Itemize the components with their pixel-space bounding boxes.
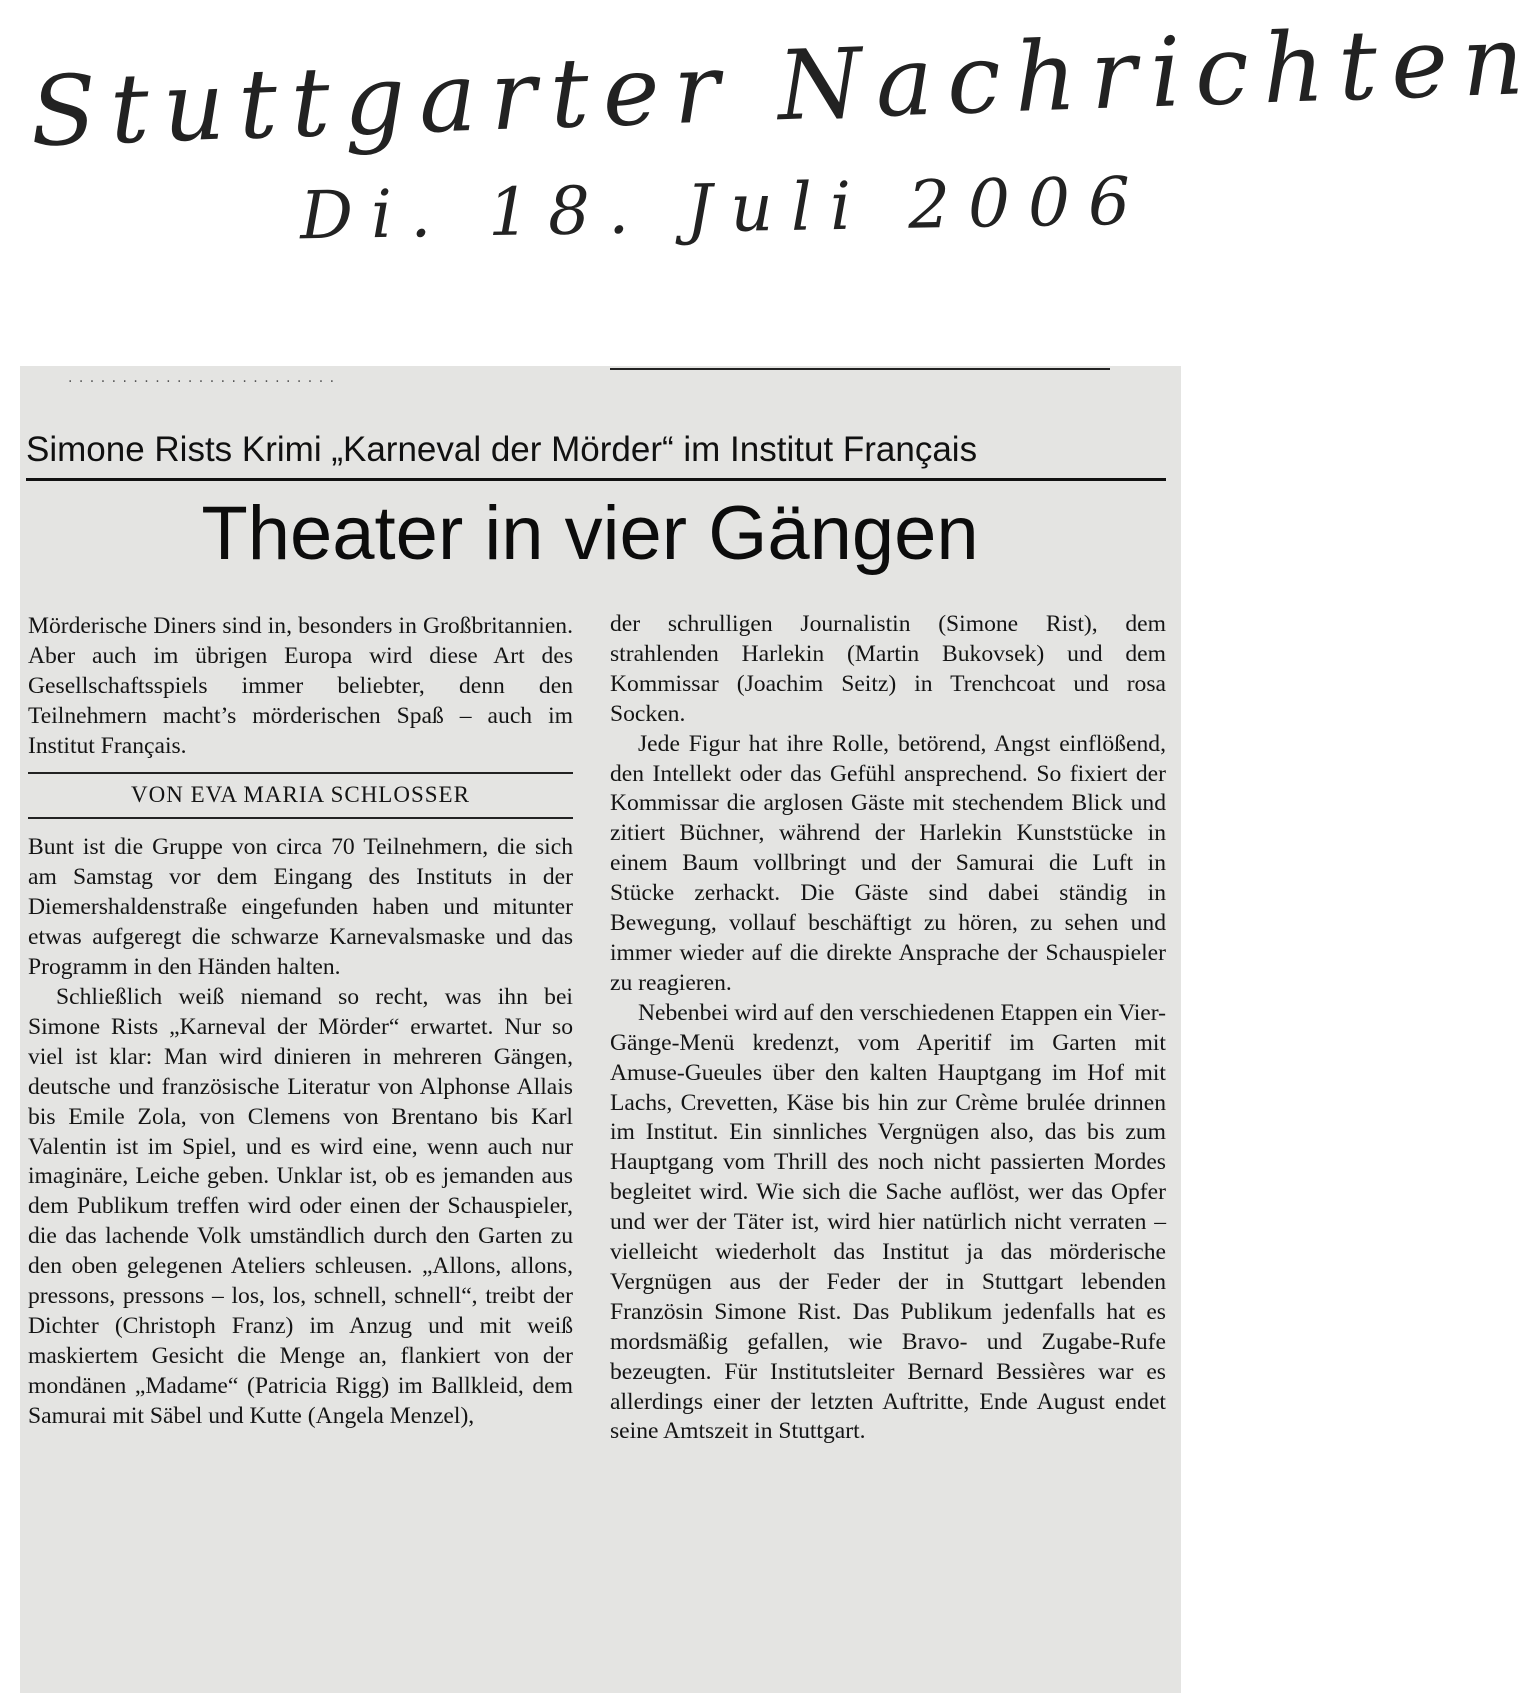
body-paragraph: Nebenbei wird auf den verschiedenen Etappen ein Vier-Gänge-Menü kredenzt, vom Aperitif im Garten mit Amuse-Gueules über den kalten Hauptgang im Hof mit Lachs, Crevetten, Käse bis hin zur Crème brulée drinnen im Institut. Ein sinnliches Vergnügen also, das bis zum Hauptgang vom Thrill des noch nicht passierten Mordes begleitet wird. Wie sich die Sache auflöst, wer das Opfer und wer der Täter ist, wird hier natürlich nicht verraten – vielleicht wiederholt das Institut ja das mörderische Vergnügen aus der Feder der in Stuttgart lebenden Französin Simone Rist. Das Publikum jedenfalls hat es mordsmäßig gefallen, wie Bravo- und Zugabe-Rufe bezeugten. Für Institutsleiter Bernard Bessières war es allerdings einer der letzten Auftritte, Ende August endet seine Amtszeit in Stuttgart.: [610, 999, 1166, 1445]
top-rule: [610, 368, 1110, 370]
article-lead: Mörderische Diners sind in, besonders in Großbritannien. Aber auch im übrigen Europa wird diese Art des Gesellschaftsspiels immer beliebter, denn den Teilnehmern macht’s mörderischen Spaß – auch im Institut Français.: [28, 613, 573, 759]
cut-off-top-text: · · · · · · · · · · · · · · · · · · · · · · · · ·: [68, 374, 336, 390]
handwritten-newspaper-name: Stuttgarter Nachrichten: [28, 3, 1539, 169]
column-right: [610, 610, 1166, 1447]
column-left: [28, 612, 573, 1432]
byline: VON EVA MARIA SCHLOSSER: [131, 781, 470, 807]
handwritten-annotation: [0, 0, 1539, 360]
body-paragraph: der schrulligen Journalistin (Simone Rist), dem strahlenden Harlekin (Martin Bukovsek) und dem Kommissar (Joachim Seitz) in Trenchcoat und rosa Socken.: [610, 611, 1166, 727]
body-paragraph: Bunt ist die Gruppe von circa 70 Teilnehmern, die sich am Samstag vor dem Eingang des Instituts in der Diemershaldenstraße eingefunden haben und mitunter etwas aufgeregt die schwarze Karnevalsmaske und das Programm in den Händen halten.: [28, 834, 573, 981]
body-paragraph: Jede Figur hat ihre Rolle, betörend, Angst einflößend, den Intellekt oder das Gefühl ansprechend. So fixiert der Kommissar die arglosen Gäste mit stechendem Blick und zitiert Büchner, während der Harlekin Kunststücke in einem Baum vollbringt und der Samurai die Luft in Stücke zerhackt. Die Gäste sind dabei ständig in Bewegung, vollauf beschäftigt zu hören, zu sehen und immer wieder auf die direkte Ansprache der Schauspieler zu reagieren.: [610, 730, 1166, 996]
article-kicker: Simone Rists Krimi „Karneval der Mörder“ im Institut Français: [26, 430, 978, 469]
byline-box: [28, 772, 573, 820]
article-headline: Theater in vier Gängen: [201, 491, 979, 576]
body-paragraph: Schließlich weiß niemand so recht, was ihn bei Simone Rists „Karneval der Mörder“ erwartet. Nur so viel ist klar: Man wird dinieren in mehreren Gängen, deutsche und französische Literatur von Alphonse Allais bis Emile Zola, von Clemens von Brentano bis Karl Valentin ist im Spiel, und es wird eine, wenn auch nur imaginäre, Leiche geben. Unklar ist, ob es jemanden aus dem Publikum treffen wird oder einen der Schauspieler, die das lachende Volk umständlich durch den Garten zu den oben gelegenen Ateliers schleusen. „Allons, allons, pressons, pressons – los, los, schnell, schnell“, treibt der Dichter (Christoph Franz) im Anzug und mit weiß maskiertem Gesicht die Menge an, flankiert von der mondänen „Madame“ (Patricia Rigg) im Ballkleid, dem Samurai mit Säbel und Kutte (Angela Menzel),: [28, 983, 573, 1429]
newspaper-clipping: [20, 366, 1181, 1693]
kicker-rule: [26, 478, 1166, 481]
handwritten-date: Di. 18. Juli 2006: [299, 162, 1149, 255]
